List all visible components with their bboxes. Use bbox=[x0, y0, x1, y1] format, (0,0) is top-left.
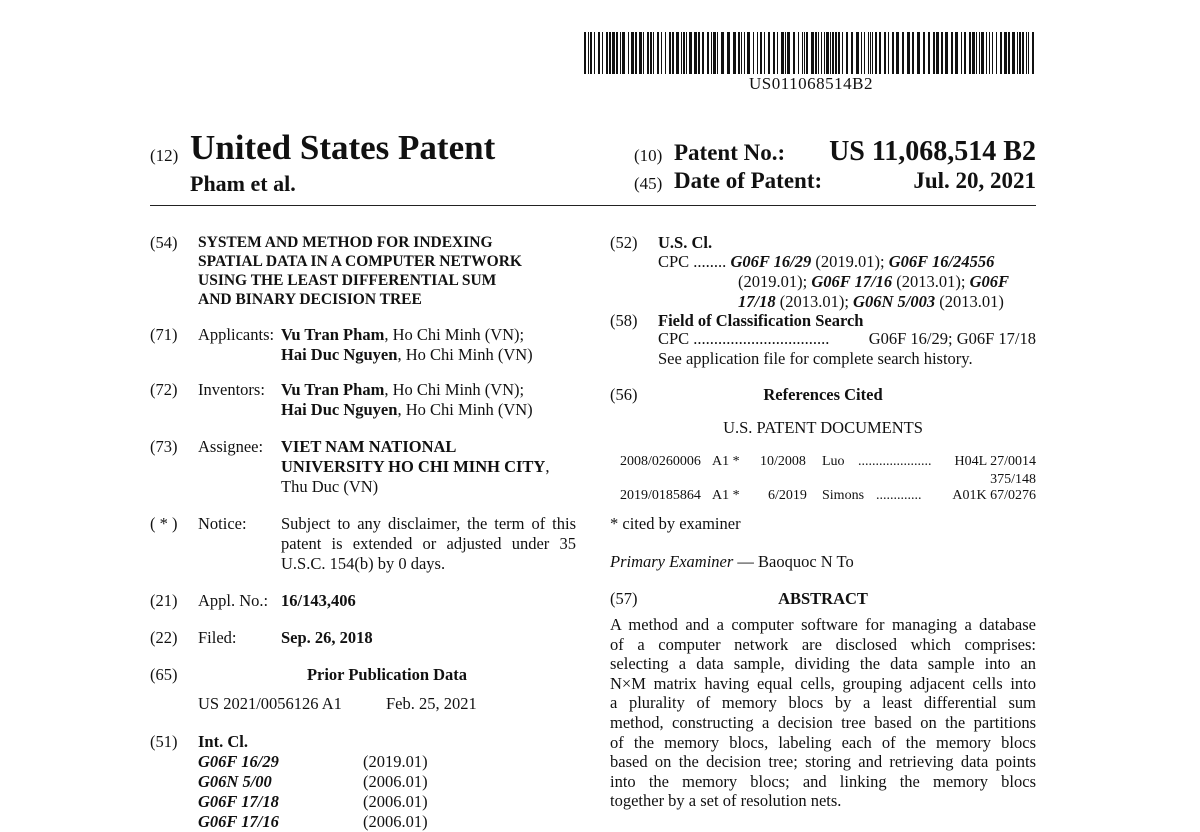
barcode-bar bbox=[738, 32, 740, 74]
invention-title-line: USING THE LEAST DIFFERENTIAL SUM bbox=[198, 272, 497, 289]
inventors-list bbox=[281, 380, 581, 420]
barcode-bar bbox=[639, 32, 642, 74]
barcode-bar bbox=[650, 32, 652, 74]
code-51: (51) bbox=[150, 732, 178, 751]
barcode-bar bbox=[757, 32, 758, 74]
barcode-bar bbox=[753, 32, 754, 74]
ref-date: 6/2019 bbox=[768, 488, 807, 503]
barcode-bar bbox=[777, 32, 778, 74]
abstract-line: into the memory blocs; and linking the memory blocs bbox=[610, 771, 1036, 791]
abstract-line: based on the decision tree; storing and retrieving data points bbox=[610, 752, 1036, 772]
barcode-bar bbox=[698, 32, 700, 74]
int-cl-class: G06N 5/00 bbox=[198, 772, 272, 791]
ref-name: Simons bbox=[822, 488, 865, 503]
reference-row bbox=[620, 453, 1036, 471]
barcode-bar bbox=[996, 32, 997, 74]
cited-by-examiner: * cited by examiner bbox=[610, 514, 741, 533]
barcode-bar bbox=[907, 32, 910, 74]
code-58: (58) bbox=[610, 311, 638, 330]
notice-text bbox=[281, 514, 576, 574]
barcode-bar bbox=[941, 32, 943, 74]
int-cl-class: G06F 16/29 bbox=[198, 752, 279, 771]
barcode-bar bbox=[1008, 32, 1010, 74]
barcode-bar bbox=[888, 32, 889, 74]
int-cl-row bbox=[198, 772, 498, 792]
barcode-bar bbox=[612, 32, 615, 74]
examiner-separator: — bbox=[733, 552, 759, 571]
int-cl-table bbox=[198, 752, 498, 832]
barcode-bar bbox=[951, 32, 953, 74]
barcode-bar bbox=[884, 32, 886, 74]
barcode-bar bbox=[1000, 32, 1002, 74]
barcode-bar bbox=[653, 32, 654, 74]
barcode-bar bbox=[861, 32, 862, 74]
notice-line: U.S.C. 154(b) by 0 days. bbox=[281, 554, 446, 573]
barcode-bar bbox=[936, 32, 939, 74]
barcode-bar bbox=[824, 32, 825, 74]
barcode-bar bbox=[694, 32, 697, 74]
field-search-cpc-right: G06F 16/29; G06F 17/18 bbox=[868, 329, 1036, 348]
abstract-line: selecting a data sample, dividing the data sample into an bbox=[610, 654, 1036, 674]
barcode-bar bbox=[616, 32, 618, 74]
int-cl-class: G06F 17/16 bbox=[198, 812, 279, 831]
barcode-bar bbox=[964, 32, 966, 74]
int-cl-version: (2006.01) bbox=[363, 812, 428, 831]
barcode-bar bbox=[707, 32, 709, 74]
barcode-bar bbox=[976, 32, 977, 74]
barcode-bar bbox=[785, 32, 786, 74]
ref-number: 2008/0260006 bbox=[620, 454, 701, 469]
reference-row bbox=[620, 487, 1036, 505]
barcode-bar bbox=[606, 32, 608, 74]
barcode-bar bbox=[955, 32, 958, 74]
barcode-bar bbox=[702, 32, 704, 74]
applicant-name: Vu Tran Pham bbox=[281, 325, 385, 344]
barcode-bar bbox=[686, 32, 687, 74]
barcode-bar bbox=[588, 32, 589, 74]
barcode-bar bbox=[912, 32, 914, 74]
barcode-bar bbox=[628, 32, 629, 74]
barcode-bar bbox=[875, 32, 877, 74]
barcode-bar bbox=[917, 32, 920, 74]
code-72: (72) bbox=[150, 380, 178, 399]
barcode-bar bbox=[989, 32, 990, 74]
ref-class: A01K 67/0276 bbox=[952, 488, 1036, 503]
barcode-bar bbox=[830, 32, 831, 74]
barcode-bar bbox=[773, 32, 775, 74]
references-subheading: U.S. PATENT DOCUMENTS bbox=[723, 418, 923, 437]
code-22: (22) bbox=[150, 628, 178, 647]
abstract-line: a plurality of memory blocs by a least differential sum bbox=[610, 693, 1036, 713]
barcode-bar bbox=[896, 32, 899, 74]
barcode bbox=[584, 32, 1038, 74]
int-cl-row bbox=[198, 812, 498, 832]
code-56: (56) bbox=[610, 385, 638, 404]
cpc-prefix: CPC ........ bbox=[658, 252, 727, 271]
barcode-bar bbox=[620, 32, 621, 74]
reference-table bbox=[620, 453, 1036, 505]
barcode-bar bbox=[979, 32, 980, 74]
barcode-bar bbox=[781, 32, 784, 74]
appl-no-label: Appl. No.: bbox=[198, 591, 269, 610]
notice-label: Notice: bbox=[198, 514, 247, 533]
abstract-line: together by a set of resolution nets. bbox=[610, 791, 842, 811]
assignee-comma: , bbox=[545, 457, 550, 476]
barcode-bar bbox=[986, 32, 987, 74]
barcode-bar bbox=[879, 32, 881, 74]
barcode-bar bbox=[598, 32, 600, 74]
int-cl-heading: Int. Cl. bbox=[198, 732, 248, 751]
code-52: (52) bbox=[610, 233, 638, 252]
barcode-bar bbox=[1032, 32, 1034, 74]
invention-title-line: SPATIAL DATA IN A COMPUTER NETWORK bbox=[198, 253, 522, 270]
barcode-bar bbox=[721, 32, 724, 74]
abstract-line: N×M matrix having equal cells, grouping adjacent cells into bbox=[610, 673, 1036, 693]
barcode-bar bbox=[902, 32, 904, 74]
barcode-bar bbox=[683, 32, 685, 74]
ref-class: H04L 27/0014 bbox=[954, 454, 1036, 469]
notice-line: patent is extended or adjusted under 35 bbox=[281, 534, 576, 553]
assignee-university: UNIVERSITY HO CHI MINH CITY bbox=[281, 457, 546, 476]
barcode-bar bbox=[856, 32, 859, 74]
barcode-bar bbox=[647, 32, 649, 74]
inventor-location: , Ho Chi Minh (VN) bbox=[397, 400, 533, 419]
barcode-bar bbox=[669, 32, 671, 74]
barcode-bar bbox=[815, 32, 817, 74]
us-cl-line bbox=[658, 292, 1036, 312]
barcode-bar bbox=[657, 32, 659, 74]
barcode-bar bbox=[643, 32, 644, 74]
ref-kind: A1 * bbox=[712, 488, 740, 503]
inventor-location: , Ho Chi Minh (VN); bbox=[384, 380, 525, 399]
applicant-location: , Ho Chi Minh (VN); bbox=[384, 325, 525, 344]
invention-title bbox=[198, 233, 583, 309]
barcode-bar bbox=[1028, 32, 1029, 74]
abstract-line: of the memory blocs, labeling each of the memory blocs bbox=[610, 732, 1036, 752]
barcode-bar bbox=[992, 32, 993, 74]
barcode-number: US011068514B2 bbox=[749, 74, 873, 93]
barcode-bar bbox=[768, 32, 770, 74]
abstract-heading: ABSTRACT bbox=[778, 589, 868, 608]
barcode-bar bbox=[945, 32, 948, 74]
int-cl-version: (2006.01) bbox=[363, 772, 428, 791]
barcode-bar bbox=[818, 32, 819, 74]
barcode-bar bbox=[811, 32, 814, 74]
cpc-class: G06F bbox=[969, 272, 1010, 291]
barcode-bar bbox=[713, 32, 716, 74]
barcode-bar bbox=[923, 32, 925, 74]
barcode-bar bbox=[1019, 32, 1021, 74]
field-search-heading: Field of Classification Search bbox=[658, 311, 864, 330]
inventor-name: Hai Duc Nguyen bbox=[281, 400, 398, 419]
patent-title-heading: United States Patent bbox=[190, 128, 496, 167]
code-71: (71) bbox=[150, 325, 178, 344]
patent-number: US 11,068,514 B2 bbox=[829, 136, 1036, 167]
barcode-bar bbox=[727, 32, 730, 74]
assignee-line: Thu Duc (VN) bbox=[281, 477, 379, 496]
cpc-version: (2019.01); bbox=[815, 252, 885, 271]
invention-title-line: SYSTEM AND METHOD FOR INDEXING bbox=[198, 234, 493, 251]
code-21: (21) bbox=[150, 591, 178, 610]
barcode-bar bbox=[842, 32, 843, 74]
ref-date: 10/2008 bbox=[760, 454, 806, 469]
header-rule bbox=[150, 205, 1036, 206]
barcode-bar bbox=[838, 32, 840, 74]
barcode-bar bbox=[832, 32, 834, 74]
code-73: (73) bbox=[150, 437, 178, 456]
assignee-line bbox=[281, 457, 581, 477]
patent-no-label: Patent No.: bbox=[674, 140, 786, 165]
ref-dots: ............. bbox=[876, 488, 922, 503]
barcode-bar bbox=[1022, 32, 1024, 74]
barcode-bar bbox=[981, 32, 984, 74]
barcode-bar bbox=[806, 32, 808, 74]
prior-pub-date: Feb. 25, 2021 bbox=[386, 694, 477, 713]
references-heading: References Cited bbox=[763, 385, 883, 404]
cpc-version: (2013.01); bbox=[896, 272, 966, 291]
code-57: (57) bbox=[610, 589, 638, 608]
barcode-bar bbox=[892, 32, 894, 74]
notice-line: Subject to any disclaimer, the term of this bbox=[281, 514, 576, 533]
filed-value: Sep. 26, 2018 bbox=[281, 628, 373, 647]
barcode-bar bbox=[826, 32, 829, 74]
prior-pub-heading: Prior Publication Data bbox=[306, 665, 468, 684]
barcode-bar bbox=[798, 32, 799, 74]
patent-date: Jul. 20, 2021 bbox=[913, 168, 1036, 193]
us-cl-line bbox=[658, 252, 1036, 272]
barcode-bar bbox=[764, 32, 765, 74]
inventor-entry bbox=[281, 380, 581, 400]
assignee-label: Assignee: bbox=[198, 437, 264, 456]
invention-title-line: AND BINARY DECISION TREE bbox=[198, 291, 422, 308]
abstract-line: of a computer network are disclosed which comprises: bbox=[610, 634, 1036, 654]
barcode-bar bbox=[711, 32, 712, 74]
barcode-bar bbox=[681, 32, 682, 74]
int-cl-version: (2019.01) bbox=[363, 752, 428, 771]
barcode-bar bbox=[760, 32, 762, 74]
barcode-bar bbox=[864, 32, 865, 74]
barcode-bar bbox=[804, 32, 805, 74]
barcode-bar bbox=[594, 32, 595, 74]
barcode-bar bbox=[609, 32, 611, 74]
reference-row-cont bbox=[620, 471, 1036, 487]
abstract-line: A method and a computer software for managing a database bbox=[610, 615, 1036, 634]
ref-name: Luo bbox=[822, 454, 845, 469]
barcode-bar bbox=[741, 32, 742, 74]
code-65: (65) bbox=[150, 665, 178, 684]
int-cl-row bbox=[198, 792, 498, 812]
barcode-bar bbox=[1026, 32, 1027, 74]
inventor-entry bbox=[281, 400, 581, 420]
int-cl-row bbox=[198, 752, 498, 772]
barcode-bar bbox=[631, 32, 634, 74]
barcode-bar bbox=[717, 32, 718, 74]
barcode-bar bbox=[622, 32, 625, 74]
barcode-bar bbox=[872, 32, 873, 74]
primary-examiner bbox=[610, 552, 854, 572]
barcode-bar bbox=[744, 32, 745, 74]
cpc-class: G06N 5/003 bbox=[853, 292, 936, 311]
authors: Pham et al. bbox=[190, 171, 296, 196]
barcode-bar bbox=[661, 32, 662, 74]
inventors-label: Inventors: bbox=[198, 380, 265, 399]
barcode-bar bbox=[590, 32, 592, 74]
us-cl-line bbox=[658, 272, 1036, 292]
barcode-bar bbox=[584, 32, 586, 74]
ref-dots: ..................... bbox=[858, 454, 932, 469]
appl-no-value: 16/143,406 bbox=[281, 591, 356, 610]
code-10: (10) bbox=[634, 146, 663, 165]
barcode-bar bbox=[868, 32, 869, 74]
cpc-class: 17/18 bbox=[738, 292, 776, 311]
us-cl-heading: U.S. Cl. bbox=[658, 233, 713, 252]
date-label: Date of Patent: bbox=[674, 168, 823, 193]
filed-label: Filed: bbox=[198, 628, 237, 647]
inventor-name: Vu Tran Pham bbox=[281, 380, 385, 399]
barcode-bar bbox=[1004, 32, 1007, 74]
field-search-note: See application file for complete search history. bbox=[658, 349, 973, 368]
barcode-bar bbox=[672, 32, 674, 74]
ref-class-secondary: 375/148 bbox=[990, 472, 1036, 487]
barcode-bar bbox=[1012, 32, 1015, 74]
barcode-bar bbox=[602, 32, 603, 74]
field-search-line bbox=[658, 329, 1036, 349]
barcode-bar bbox=[665, 32, 666, 74]
barcode-bar bbox=[676, 32, 679, 74]
barcode-bar bbox=[933, 32, 935, 74]
ref-kind: A1 * bbox=[712, 454, 740, 469]
cpc-class: G06F 16/29 bbox=[730, 252, 812, 271]
barcode-bar bbox=[635, 32, 637, 74]
us-cl-cpc bbox=[658, 252, 1036, 312]
cpc-version: (2013.01) bbox=[939, 292, 1004, 311]
barcode-bar bbox=[1017, 32, 1018, 74]
code-54: (54) bbox=[150, 233, 178, 252]
barcode-bar bbox=[961, 32, 962, 74]
barcode-bar bbox=[689, 32, 692, 74]
abstract-text bbox=[610, 615, 1036, 811]
barcode-bar bbox=[787, 32, 790, 74]
ref-number: 2019/0185864 bbox=[620, 488, 701, 503]
barcode-bar bbox=[851, 32, 853, 74]
applicant-name: Hai Duc Nguyen bbox=[281, 345, 398, 364]
cpc-class: G06F 17/16 bbox=[811, 272, 893, 291]
int-cl-class: G06F 17/18 bbox=[198, 792, 279, 811]
applicant-location: , Ho Chi Minh (VN) bbox=[397, 345, 533, 364]
barcode-bar bbox=[821, 32, 822, 74]
field-search-cpc-left: CPC ................................. bbox=[658, 329, 830, 348]
abstract-line: method, constructing a decision tree based on the partitions bbox=[610, 712, 1036, 732]
applicants-list bbox=[281, 325, 581, 365]
int-cl-version: (2006.01) bbox=[363, 792, 428, 811]
examiner-name: Baoquoc N To bbox=[758, 552, 854, 571]
barcode-bar bbox=[802, 32, 803, 74]
cpc-version: (2013.01); bbox=[779, 292, 849, 311]
barcode-bar bbox=[733, 32, 736, 74]
applicants-label: Applicants: bbox=[198, 325, 275, 344]
prior-pub-number: US 2021/0056126 A1 bbox=[198, 694, 342, 713]
barcode-bar bbox=[846, 32, 848, 74]
cpc-version: (2019.01); bbox=[738, 272, 808, 291]
applicant-entry bbox=[281, 325, 581, 345]
barcode-bar bbox=[870, 32, 871, 74]
code-45: (45) bbox=[634, 174, 663, 193]
assignee-line: VIET NAM NATIONAL bbox=[281, 437, 457, 456]
barcode-bar bbox=[835, 32, 837, 74]
barcode-bar bbox=[972, 32, 975, 74]
assignee-value bbox=[281, 437, 581, 497]
barcode-bar bbox=[747, 32, 750, 74]
cpc-class: G06F 16/24556 bbox=[888, 252, 995, 271]
code-12: (12) bbox=[150, 146, 179, 165]
barcode-bar bbox=[793, 32, 795, 74]
examiner-label: Primary Examiner bbox=[610, 552, 734, 571]
barcode-bar bbox=[928, 32, 930, 74]
barcode-bar bbox=[969, 32, 971, 74]
field-search-cpc bbox=[658, 329, 1036, 369]
code-notice: ( * ) bbox=[150, 514, 178, 533]
applicant-entry bbox=[281, 345, 581, 365]
